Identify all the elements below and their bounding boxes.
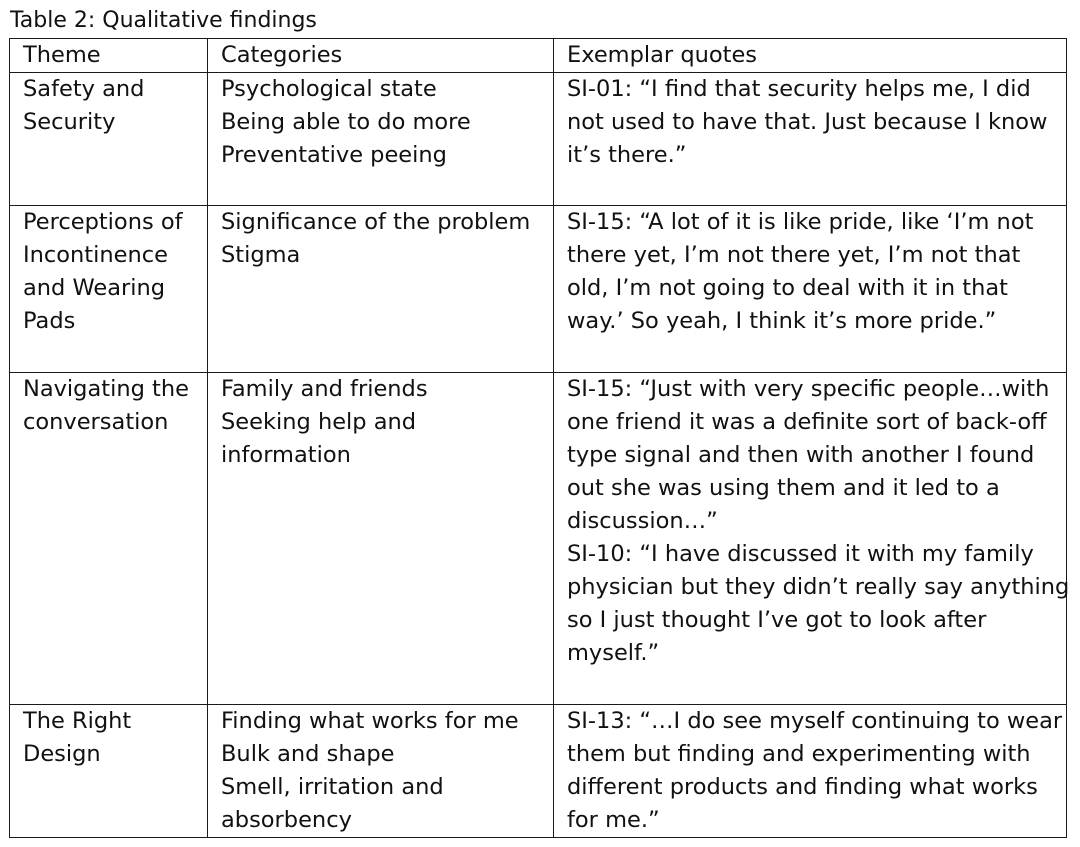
theme-cell (10, 206, 208, 373)
quote-line: one friend it was a definite sort of back-off (567, 409, 1047, 435)
theme-cell (10, 373, 208, 705)
theme-line: Perceptions of (23, 209, 183, 235)
theme-line: conversation (23, 409, 169, 435)
qualitative-findings-table (9, 38, 1070, 838)
categories-cell (208, 373, 554, 705)
quote-line: it’s there.” (567, 142, 687, 168)
theme-line: Incontinence (23, 242, 168, 268)
quote-cell (554, 206, 1067, 373)
quote-line: physician but they didn’t really say anything (567, 574, 1070, 600)
quote-line: them but finding and experimenting with (567, 741, 1031, 767)
category-item: Smell, irritation and (221, 774, 444, 800)
theme-line: Security (23, 109, 116, 135)
quote-line: SI-13: “…I do see myself continuing to wear (567, 708, 1063, 734)
category-item: Psychological state (221, 76, 437, 102)
table-row (10, 73, 1067, 206)
theme-line: Navigating the (23, 376, 189, 402)
quote-line: old, I’m not going to deal with it in that (567, 275, 1008, 301)
category-item: Family and friends (221, 376, 428, 402)
quote-line: so I just thought I’ve got to look after (567, 607, 987, 633)
table-row (10, 705, 1067, 838)
quote-cell (554, 705, 1067, 838)
theme-line: Design (23, 741, 101, 767)
quote-line: different products and finding what works (567, 774, 1038, 800)
quote-line: SI-01: “I find that security helps me, I did (567, 76, 1031, 102)
quote-line: not used to have that. Just because I know (567, 109, 1048, 135)
category-item: information (221, 442, 351, 468)
quote-line: there yet, I’m not there yet, I’m not that (567, 242, 1021, 268)
quote-line: myself.” (567, 640, 660, 666)
theme-cell (10, 73, 208, 206)
quote-cell (554, 373, 1070, 705)
category-item: Seeking help and (221, 409, 417, 435)
category-item: Significance of the problem (221, 209, 531, 235)
quote-line: SI-15: “A lot of it is like pride, like ‘I’m not (567, 209, 1034, 235)
quote-cell (554, 73, 1067, 206)
theme-cell (10, 705, 208, 838)
column-header-exemplar-quotes: Exemplar quotes (554, 39, 1067, 73)
quote-line: out she was using them and it led to a (567, 475, 1000, 501)
quote-line: SI-10: “I have discussed it with my family (567, 541, 1034, 567)
theme-line: Pads (23, 308, 76, 334)
categories-cell (208, 73, 554, 206)
quote-line: SI-15: “Just with very specific people…with (567, 376, 1050, 402)
theme-line: Safety and (23, 76, 145, 102)
theme-line: The Right (23, 708, 132, 734)
category-item: absorbency (221, 807, 352, 833)
table-header-row (10, 39, 1067, 73)
categories-cell (208, 206, 554, 373)
theme-line: and Wearing (23, 275, 166, 301)
category-item: Bulk and shape (221, 741, 395, 767)
quote-line: way.’ So yeah, I think it’s more pride.” (567, 308, 997, 334)
table-caption: Table 2: Qualitative findings (10, 8, 317, 33)
table-row (10, 373, 1067, 705)
category-item: Being able to do more (221, 109, 471, 135)
column-header-theme: Theme (10, 39, 208, 73)
category-item: Stigma (221, 242, 301, 268)
categories-cell (208, 705, 554, 838)
category-item: Preventative peeing (221, 142, 447, 168)
quote-line: discussion…” (567, 508, 718, 534)
table-row (10, 206, 1067, 373)
column-header-categories: Categories (208, 39, 554, 73)
quote-line: type signal and then with another I found (567, 442, 1035, 468)
quote-line: for me.” (567, 807, 660, 833)
category-item: Finding what works for me (221, 708, 519, 734)
